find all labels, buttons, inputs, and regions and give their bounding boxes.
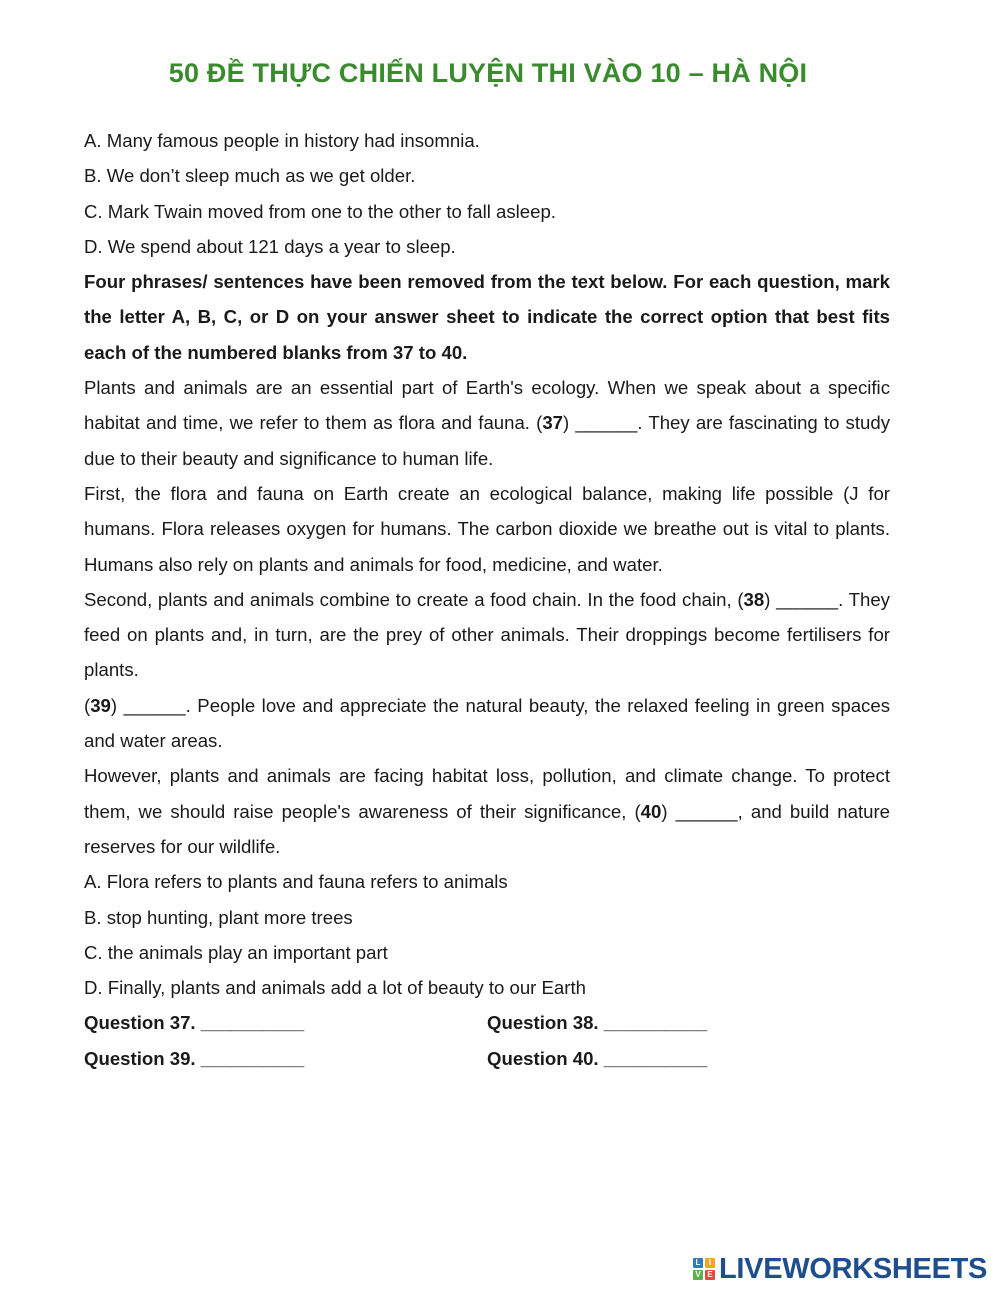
instruction: Four phrases/ sentences have been removed from the text below. For each question, mark the letter A, B, C, or D on your answer sheet to indicate the correct option that best fits each of the numbered blanks from 37 to 40. xyxy=(84,271,890,363)
prev-option-c: C. Mark Twain moved from one to the other to fall asleep. xyxy=(84,200,556,222)
passage-paragraph-2: First, the flora and fauna on Earth create an ecological balance, making life possible (J for humans. Flora releases oxygen for humans. The carbon dioxide we breathe out is vital to plants. Humans also rely on plants and animals for food, medicine, and water. xyxy=(84,482,890,575)
option-d: D. Finally, plants and animals add a lot of beauty to our Earth xyxy=(84,977,586,999)
passage-text: Plants and animals are an essential part of Earth's ecology. When we speak about a specific habitat and time, we refer to them as flora and fauna. ( xyxy=(84,377,890,434)
prev-option-b: B. We don’t sleep much as we get older. xyxy=(84,165,416,187)
passage-text: ) ______. They are fascinating to study due to their beauty and significance to human life. xyxy=(84,412,890,469)
passage-text: ) ______, and build nature reserves for our wildlife. xyxy=(84,800,890,857)
passage-text: ( xyxy=(84,694,91,716)
logo-tile: E xyxy=(705,1270,715,1280)
passage-paragraph-4 xyxy=(84,688,890,759)
answer-question-38[interactable]: Question 38. __________ xyxy=(487,1012,708,1034)
logo-tile: I xyxy=(705,1258,715,1268)
passage-paragraph-1 xyxy=(84,370,890,476)
passage-paragraph-5 xyxy=(84,758,890,864)
page-title: 50 ĐỀ THỰC CHIẾN LUYỆN THI VÀO 10 – HÀ NỘI xyxy=(168,58,808,88)
option-a: A. Flora refers to plants and fauna refers to animals xyxy=(84,871,508,893)
prev-option-a: A. Many famous people in history had insomnia. xyxy=(84,130,480,151)
option-b: B. stop hunting, plant more trees xyxy=(84,906,353,928)
liveworksheets-logo-text: LIVEWORKSHEETS xyxy=(719,1252,988,1285)
answer-row xyxy=(84,1041,890,1076)
answer-question-39[interactable]: Question 39. __________ xyxy=(84,1047,305,1069)
logo-tile: L xyxy=(693,1258,703,1268)
passage-paragraph-3 xyxy=(84,582,890,688)
passage-text: However, plants and animals are facing habitat loss, pollution, and climate change. To protect them, we should raise people's awareness of their significance, ( xyxy=(84,765,890,822)
liveworksheets-logo-icon xyxy=(693,1258,715,1280)
passage-text: ) ______. People love and appreciate the natural beauty, the relaxed feeling in green spaces and water areas. xyxy=(84,694,890,752)
blank-number-38: 38 xyxy=(743,588,765,610)
prev-option-d: D. We spend about 121 days a year to sleep. xyxy=(84,235,456,257)
blank-number-37: 37 xyxy=(542,412,563,434)
logo-tile: V xyxy=(693,1270,703,1280)
answer-grid xyxy=(84,1005,890,1076)
liveworksheets-logo xyxy=(693,1252,987,1286)
passage-text: ) ______. They feed on plants and, in turn, are the prey of other animals. Their droppings become fertilisers for plants. xyxy=(84,588,890,681)
answer-row xyxy=(84,1005,890,1040)
passage-text: Second, plants and animals combine to create a food chain. In the food chain, ( xyxy=(84,588,744,610)
answer-question-40[interactable]: Question 40. __________ xyxy=(487,1047,708,1069)
worksheet-content xyxy=(84,123,890,1076)
blank-number-40: 40 xyxy=(640,800,662,822)
answer-question-37[interactable]: Question 37. __________ xyxy=(84,1012,305,1034)
blank-number-39: 39 xyxy=(90,694,111,716)
option-c: C. the animals play an important part xyxy=(84,941,388,963)
